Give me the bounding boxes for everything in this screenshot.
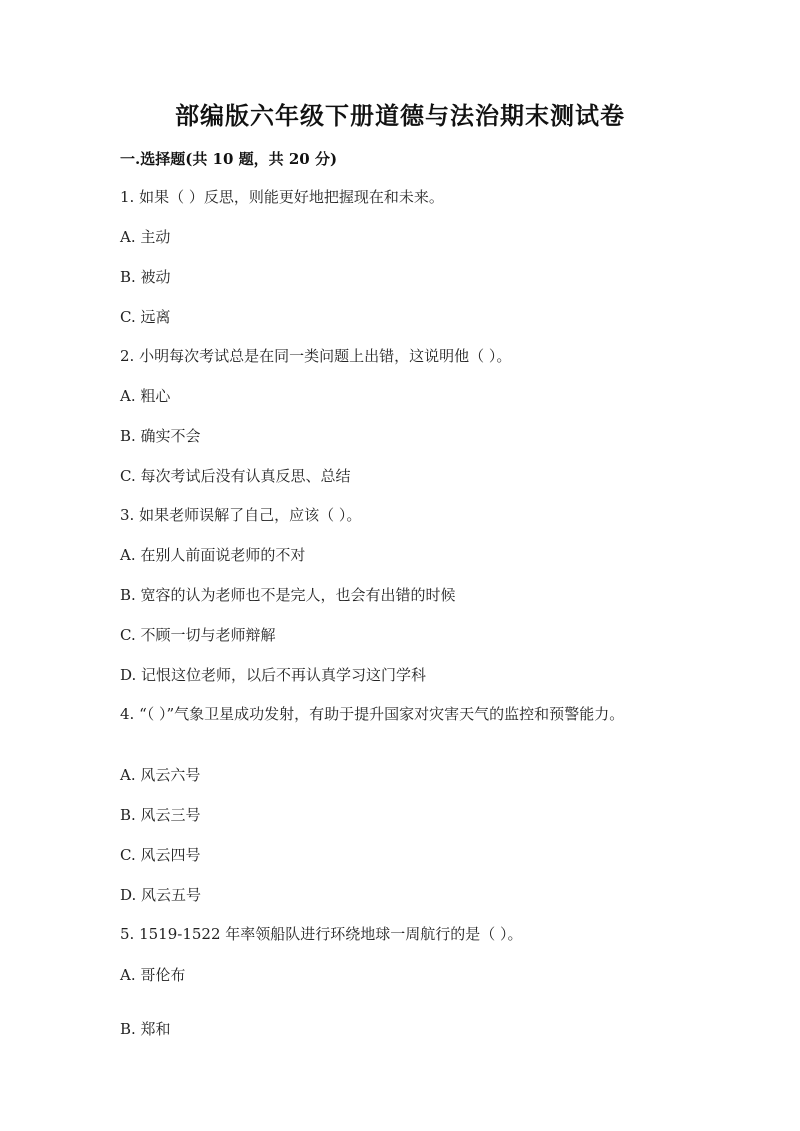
page-title: 部编版六年级下册道德与法治期末测试卷 <box>175 101 625 130</box>
question-4-option-d[interactable]: D. 风云五号 <box>120 886 202 904</box>
question-5-option-b[interactable]: B. 郑和 <box>120 1020 171 1038</box>
section-heading: 一.选择题(共 10 题，共 20 分) <box>120 150 338 168</box>
question-4-stem: 4. “（ ）”气象卫星成功发射，有助于提升国家对灾害天气的监控和预警能力。 <box>120 705 625 723</box>
question-2-stem: 2. 小明每次考试总是在同一类问题上出错，这说明他（ ）。 <box>120 347 512 365</box>
question-4-option-c[interactable]: C. 风云四号 <box>120 846 201 864</box>
question-2-option-b[interactable]: B. 确实不会 <box>120 427 201 445</box>
question-3-option-a[interactable]: A. 在别人前面说老师的不对 <box>120 546 306 564</box>
question-1-option-c[interactable]: C. 远离 <box>120 308 171 326</box>
question-3-option-d[interactable]: D. 记恨这位老师，以后不再认真学习这门学科 <box>120 666 427 684</box>
question-3-option-c[interactable]: C. 不顾一切与老师辩解 <box>120 626 276 644</box>
question-1-option-a[interactable]: A. 主动 <box>120 228 171 246</box>
question-1-stem: 1. 如果（ ）反思，则能更好地把握现在和未来。 <box>120 188 444 206</box>
question-2-option-c[interactable]: C. 每次考试后没有认真反思、总结 <box>120 467 351 485</box>
question-5-stem: 5. 1519-1522 年率领船队进行环绕地球一周航行的是（ ）。 <box>120 925 523 943</box>
question-4-option-b[interactable]: B. 风云三号 <box>120 806 201 824</box>
question-3-option-b[interactable]: B. 宽容的认为老师也不是完人，也会有出错的时候 <box>120 586 456 604</box>
question-2-option-a[interactable]: A. 粗心 <box>120 387 171 405</box>
question-3-stem: 3. 如果老师误解了自己，应该（ ）。 <box>120 506 362 524</box>
question-1-option-b[interactable]: B. 被动 <box>120 268 171 286</box>
question-4-option-a[interactable]: A. 风云六号 <box>120 766 201 784</box>
question-5-option-a[interactable]: A. 哥伦布 <box>120 966 186 984</box>
